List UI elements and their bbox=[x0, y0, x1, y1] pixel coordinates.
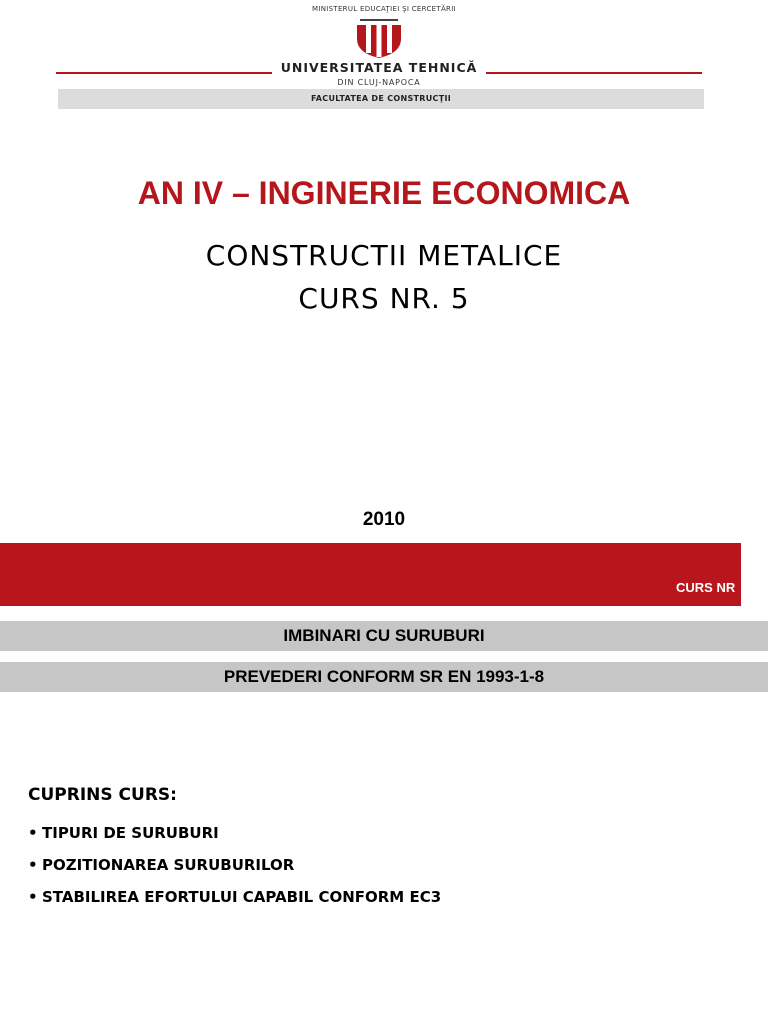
contents-title: CUPRINS CURS: bbox=[28, 785, 177, 805]
topic-bar-2: PREVEDERI CONFORM SR EN 1993-1-8 bbox=[0, 662, 768, 692]
university-city: DIN CLUJ-NAPOCA bbox=[337, 78, 421, 87]
course-number: CURS NR. 5 bbox=[298, 282, 470, 315]
university-name: UNIVERSITATEA TEHNICĂ bbox=[280, 60, 478, 75]
topic-bar-1: IMBINARI CU SURUBURI bbox=[0, 621, 768, 651]
list-item: • TIPURI DE SURUBURI bbox=[28, 817, 441, 849]
red-band-label: CURS NR bbox=[676, 580, 736, 595]
bullet-icon: • bbox=[28, 888, 38, 906]
contents-list bbox=[28, 817, 441, 913]
header-rule-right bbox=[486, 72, 702, 74]
utcn-logo-icon bbox=[356, 19, 402, 59]
main-title: AN IV – INGINERIE ECONOMICA bbox=[137, 175, 631, 211]
course-subtitle bbox=[0, 234, 768, 320]
list-item: • POZITIONAREA SURUBURILOR bbox=[28, 849, 441, 881]
bullet-icon: • bbox=[28, 856, 38, 874]
bullet-icon: • bbox=[28, 824, 38, 842]
year-label: 2010 bbox=[362, 509, 406, 530]
red-band bbox=[0, 543, 741, 606]
header-rule-left bbox=[56, 72, 272, 74]
list-item: • STABILIREA EFORTULUI CAPABIL CONFORM EC3 bbox=[28, 881, 441, 913]
course-name: CONSTRUCTII METALICE bbox=[205, 239, 563, 272]
ministry-label: MINISTERUL EDUCAŢIEI ŞI CERCETĂRII bbox=[312, 5, 456, 13]
faculty-bar: FACULTATEA DE CONSTRUCŢII bbox=[58, 89, 704, 109]
